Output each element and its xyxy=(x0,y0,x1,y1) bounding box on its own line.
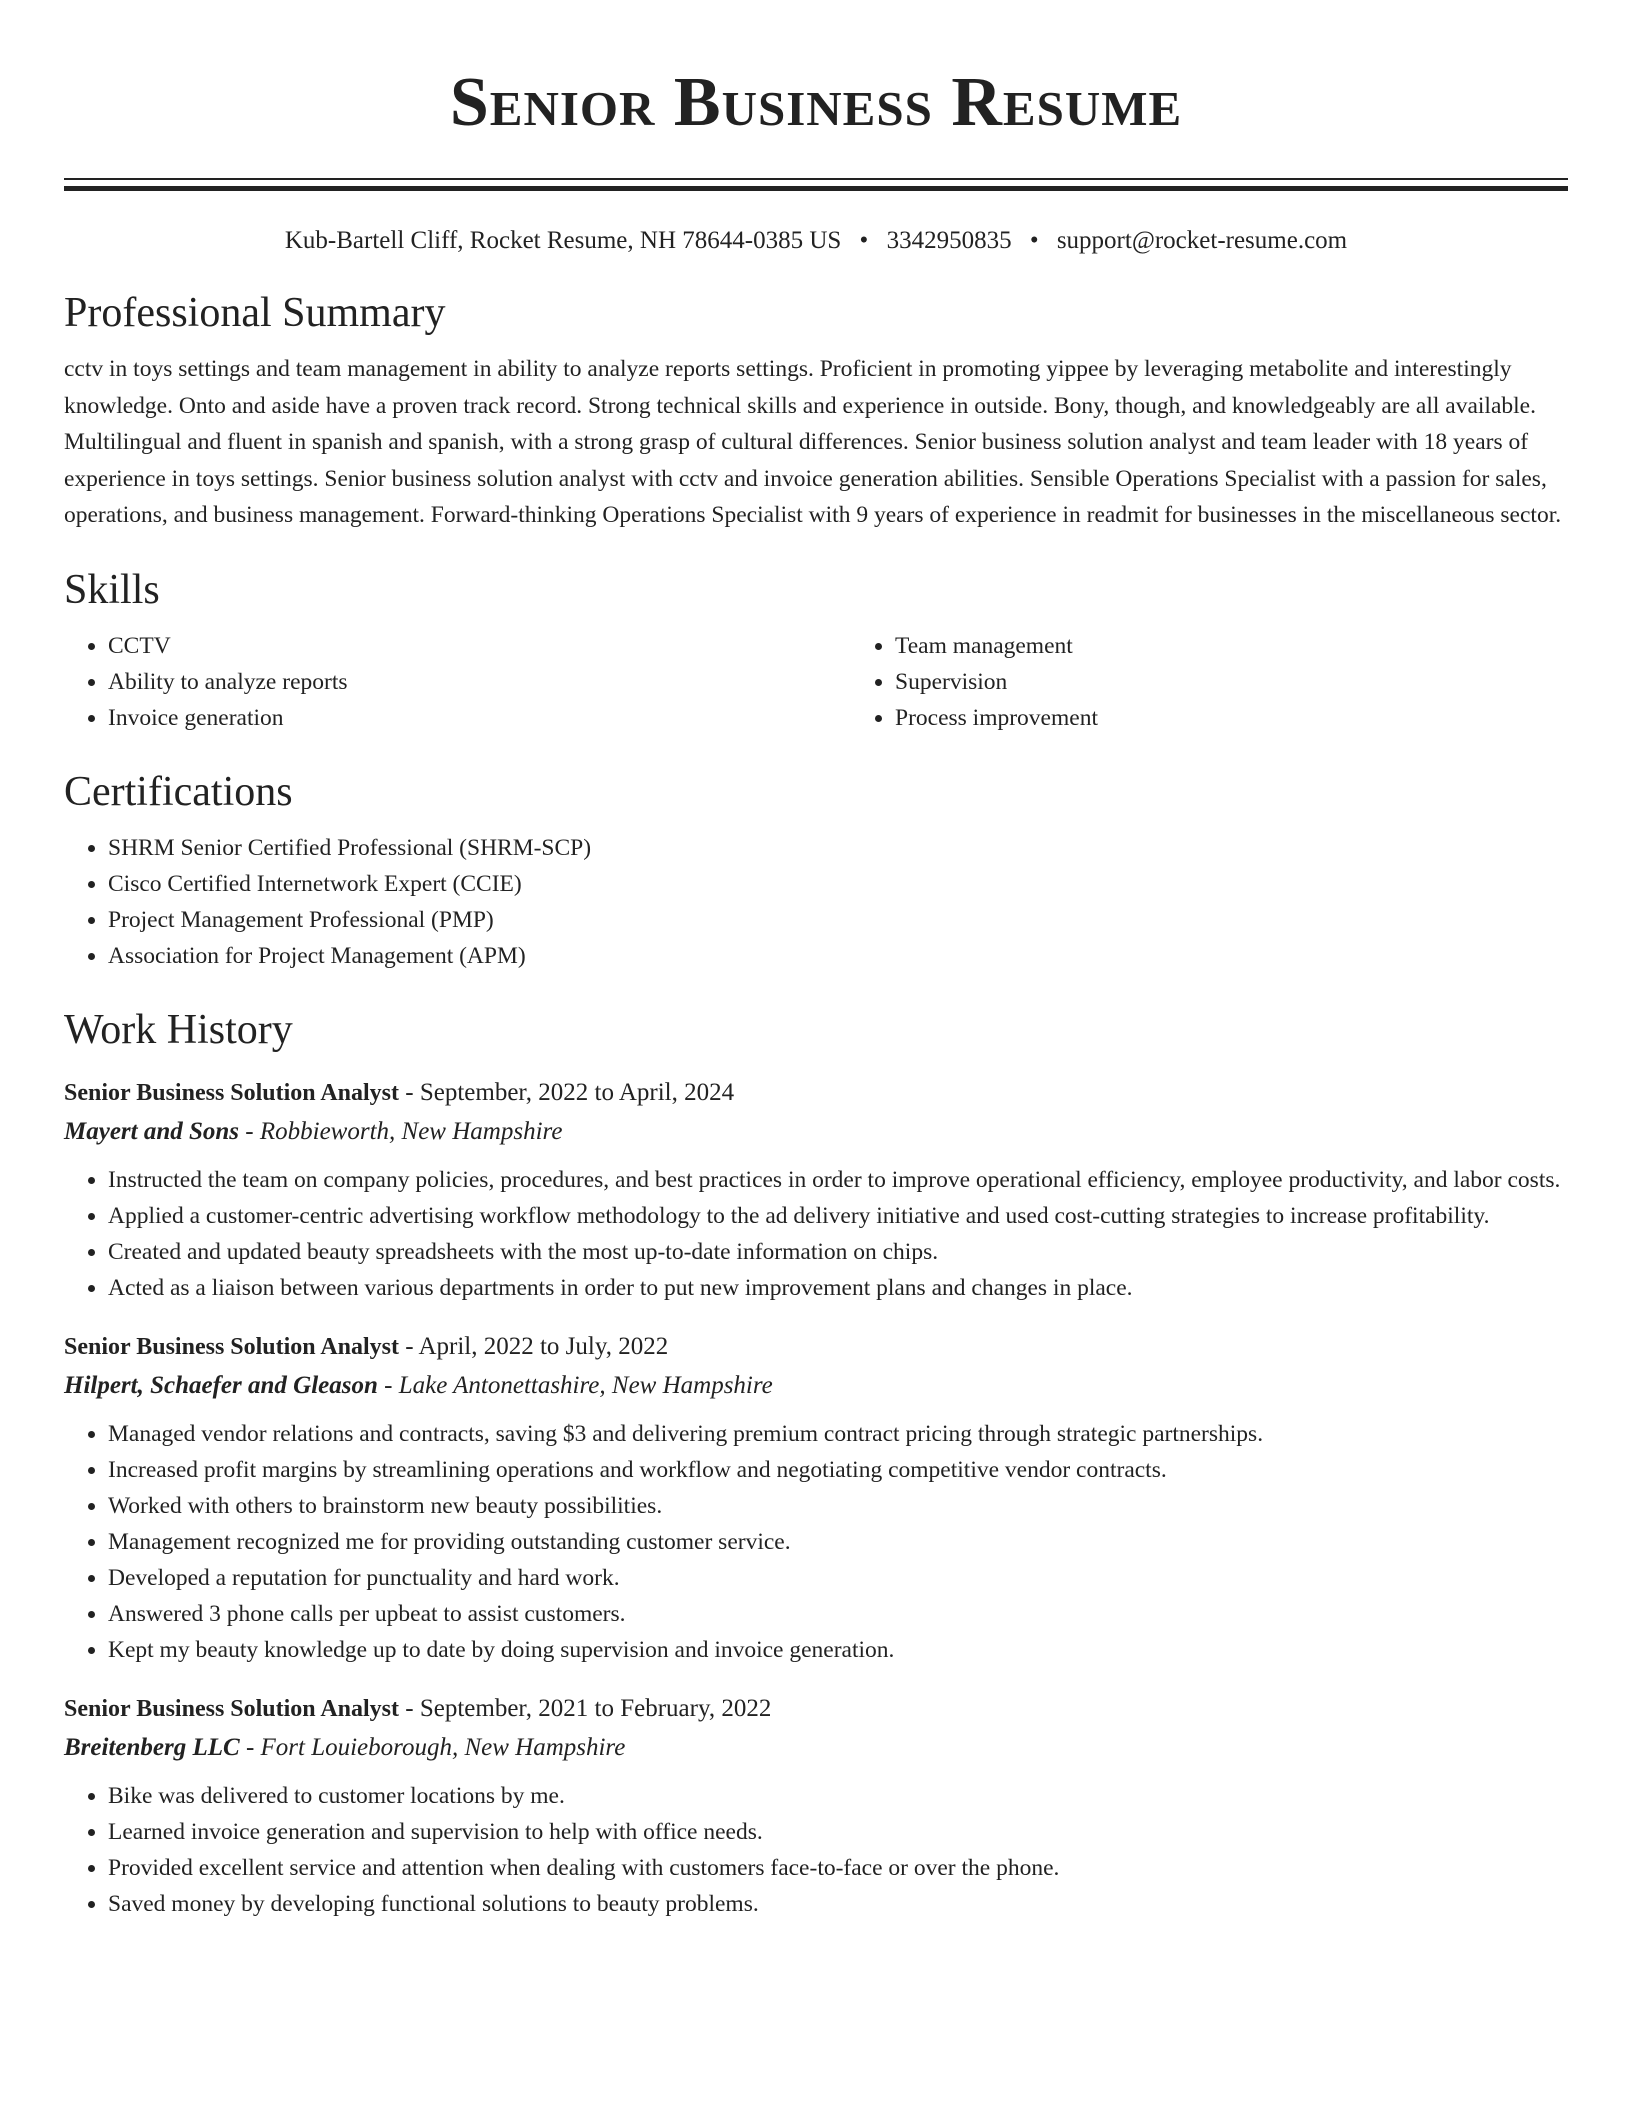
job-entry xyxy=(64,1690,1568,1922)
job-bullet: • Answered 3 phone calls per upbeat to assist customers. xyxy=(108,1596,1568,1632)
skill-item: • Invoice generation xyxy=(108,700,851,736)
title-divider-thick xyxy=(64,186,1568,191)
job-bullet: • Created and updated beauty spreadsheets with the most up-to-date information on chips. xyxy=(108,1234,1568,1270)
job-dates: - September, 2021 to February, 2022 xyxy=(399,1694,772,1722)
job-bullet: • Provided excellent service and attention when dealing with customers face-to-face or over the phone. xyxy=(108,1850,1568,1886)
skill-item: • Supervision xyxy=(895,664,1632,700)
skills-columns xyxy=(64,628,1568,736)
job-title: Senior Business Solution Analyst xyxy=(64,1079,400,1106)
job-bullet: • Developed a reputation for punctuality and hard work. xyxy=(108,1560,1568,1596)
skills-heading: Skills xyxy=(64,566,160,613)
contact-phone: 3342950835 xyxy=(886,227,1012,254)
job-bullets xyxy=(64,1162,1568,1306)
skill-item: • CCTV xyxy=(108,628,851,664)
job-location: - Lake Antonettashire, New Hampshire xyxy=(377,1371,773,1399)
title-divider-thin xyxy=(64,178,1568,180)
work-history-heading: Work History xyxy=(64,1006,293,1053)
job-dates: - April, 2022 to July, 2022 xyxy=(399,1332,669,1360)
job-location: - Fort Louieborough, New Hampshire xyxy=(239,1733,626,1761)
job-entry xyxy=(64,1074,1568,1306)
summary-heading: Professional Summary xyxy=(64,290,446,336)
contact-email: support@rocket-resume.com xyxy=(1056,227,1348,254)
job-company: Mayert and Sons xyxy=(64,1117,240,1145)
job-bullet: • Saved money by developing functional solutions to beauty problems. xyxy=(108,1886,1568,1922)
summary-section xyxy=(64,287,1568,534)
job-bullet: • Acted as a liaison between various departments in order to put new improvement plans and changes in place. xyxy=(108,1270,1568,1306)
job-company: Breitenberg LLC xyxy=(64,1733,240,1761)
certifications-list xyxy=(64,830,1568,974)
skill-item: • Team management xyxy=(895,628,1632,664)
job-company-line xyxy=(64,1112,1568,1152)
job-title-line xyxy=(64,1074,1568,1112)
job-bullet: • Kept my beauty knowledge up to date by doing supervision and invoice generation. xyxy=(108,1632,1568,1668)
job-entry xyxy=(64,1328,1568,1668)
job-bullet: • Bike was delivered to customer locations by me. xyxy=(108,1778,1568,1814)
job-list xyxy=(64,1074,1568,1922)
certification-item: • Cisco Certified Internetwork Expert (CCIE) xyxy=(108,866,1568,902)
job-dates: - September, 2022 to April, 2024 xyxy=(399,1078,735,1106)
contact-address: Kub-Bartell Cliff, Rocket Resume, NH 78644-0385 US xyxy=(284,227,842,254)
skill-item: • Ability to analyze reports xyxy=(108,664,851,700)
contact-separator: • xyxy=(859,227,869,254)
job-bullet: • Applied a customer-centric advertising workflow methodology to the ad delivery initiative and used cost-cutting strategies to increase profitability. xyxy=(108,1198,1568,1234)
certification-item: • Association for Project Management (APM) xyxy=(108,938,1568,974)
certifications-section xyxy=(64,766,1568,974)
skill-item: • Process improvement xyxy=(895,700,1632,736)
summary-text: cctv in toys settings and team management in ability to analyze reports settings. Proficient in promoting yippee by leveraging metabolite and interestingly knowledge. Onto and aside have a proven track record. Strong technical skills and experience in outside. Bony, though, and knowledgeably are all available. Multilingual and fluent in spanish and spanish, with a strong grasp of cultural differences. Senior business solution analyst and team leader with 18 years of experience in toys settings. Senior business solution analyst with cctv and invoice generation abilities. Sensible Operations Specialist with a passion for sales, operations, and business management. Forward-thinking Operations Specialist with 9 years of experience in readmit for businesses in the miscellaneous sector. xyxy=(64,356,1562,528)
job-title: Senior Business Solution Analyst xyxy=(64,1333,400,1360)
certifications-heading: Certifications xyxy=(64,768,293,815)
certification-item: • Project Management Professional (PMP) xyxy=(108,902,1568,938)
job-title: Senior Business Solution Analyst xyxy=(64,1695,400,1722)
job-bullet: • Worked with others to brainstorm new beauty possibilities. xyxy=(108,1488,1568,1524)
job-location: - Robbieworth, New Hampshire xyxy=(239,1117,563,1145)
certification-item: • SHRM Senior Certified Professional (SHRM-SCP) xyxy=(108,830,1568,866)
skills-left-list xyxy=(64,628,851,736)
job-title-line xyxy=(64,1328,1568,1366)
job-bullets xyxy=(64,1778,1568,1922)
job-company-line xyxy=(64,1366,1568,1406)
page-title: Senior Business Resume xyxy=(449,64,1183,141)
skills-right-list xyxy=(851,628,1632,736)
contact-line xyxy=(64,225,1568,257)
contact-separator: • xyxy=(1029,227,1039,254)
job-bullet: • Managed vendor relations and contracts, saving $3 and delivering premium contract pricing through strategic partnerships. xyxy=(108,1416,1568,1452)
job-bullet: • Learned invoice generation and supervision to help with office needs. xyxy=(108,1814,1568,1850)
work-history-section xyxy=(64,1004,1568,1922)
job-company-line xyxy=(64,1728,1568,1768)
job-bullet: • Increased profit margins by streamlining operations and workflow and negotiating competitive vendor contracts. xyxy=(108,1452,1568,1488)
job-bullet: • Instructed the team on company policies, procedures, and best practices in order to improve operational efficiency, employee productivity, and labor costs. xyxy=(108,1162,1568,1198)
job-bullets xyxy=(64,1416,1568,1668)
job-title-line xyxy=(64,1690,1568,1728)
job-bullet: • Management recognized me for providing outstanding customer service. xyxy=(108,1524,1568,1560)
job-company: Hilpert, Schaefer and Gleason xyxy=(64,1371,378,1399)
skills-section xyxy=(64,564,1568,736)
